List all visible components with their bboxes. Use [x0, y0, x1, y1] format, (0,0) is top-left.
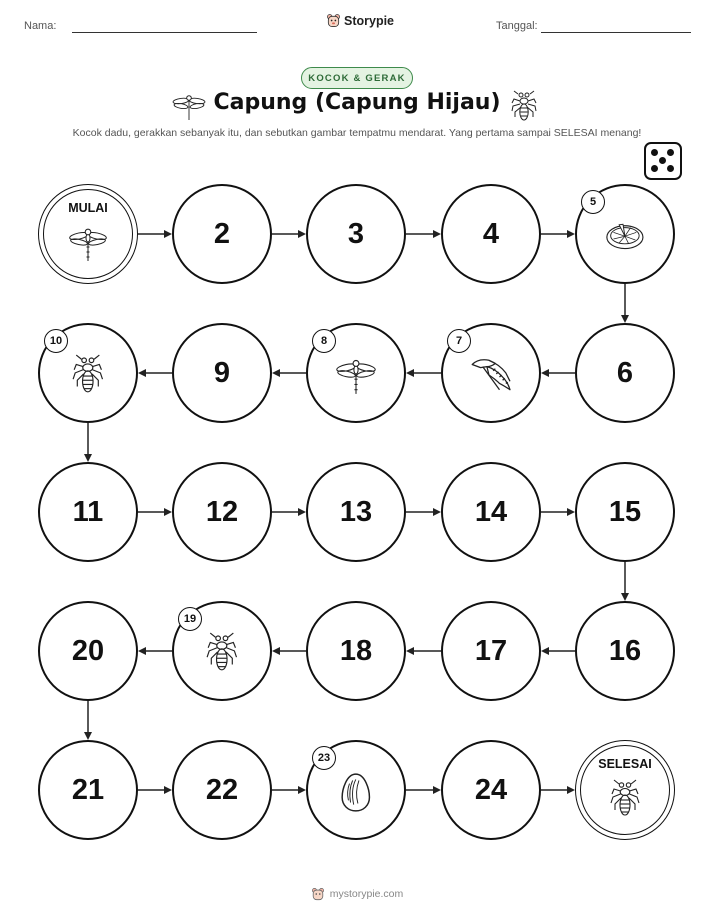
footer — [0, 887, 714, 901]
path-arrow — [272, 369, 306, 377]
board-cell-15 — [575, 462, 675, 562]
cell-number: 20 — [71, 634, 105, 667]
path-arrow — [541, 369, 575, 377]
start-label: MULAI — [68, 201, 108, 215]
cell-picture — [468, 354, 514, 396]
dragonfly-icon — [68, 223, 108, 263]
path-arrow — [541, 230, 575, 238]
board-cell-3 — [306, 184, 406, 284]
board-cell-13 — [306, 462, 406, 562]
path-arrow — [541, 647, 575, 655]
path-arrow — [138, 647, 172, 655]
path-arrow — [541, 508, 575, 516]
board-cell-10 — [38, 323, 138, 423]
cell-picture — [335, 354, 377, 396]
path-arrow — [541, 786, 575, 794]
cell-number-badge: 8 — [312, 329, 336, 353]
activity-tag: KOCOK & GERAK — [301, 67, 413, 89]
path-arrow — [84, 701, 92, 740]
cell-number-badge: 19 — [178, 607, 202, 631]
cell-number: 21 — [71, 773, 105, 806]
path-arrow — [272, 647, 306, 655]
board-cell-20 — [38, 601, 138, 701]
board-cell-2 — [172, 184, 272, 284]
cell-number: 14 — [474, 495, 508, 528]
nymph-icon — [71, 354, 105, 396]
cell-number-badge: 5 — [581, 190, 605, 214]
path-arrow — [138, 230, 172, 238]
path-arrow — [621, 562, 629, 601]
board-cell-24 — [441, 740, 541, 840]
nymph-jaw-icon — [468, 354, 514, 396]
path-arrow — [406, 508, 441, 516]
board-cell-14 — [441, 462, 541, 562]
path-arrow — [272, 230, 306, 238]
board-cell-11 — [38, 462, 138, 562]
cell-picture — [71, 354, 105, 396]
cell-number: 22 — [205, 773, 239, 806]
name-label: Nama: — [24, 20, 57, 32]
cell-number: 4 — [482, 217, 500, 250]
nymph-icon — [609, 779, 641, 819]
footer-site: mystorypie.com — [329, 888, 404, 900]
path-arrow — [272, 786, 306, 794]
path-arrow — [406, 369, 441, 377]
board-cell-6 — [575, 323, 675, 423]
board-cell-4 — [441, 184, 541, 284]
page-title: Capung (Capung Hijau) — [213, 90, 501, 115]
board-cell-5 — [575, 184, 675, 284]
board-cell-12 — [172, 462, 272, 562]
path-arrow — [138, 508, 172, 516]
path-arrow — [406, 230, 441, 238]
cell-number: 13 — [339, 495, 373, 528]
cell-number: 17 — [474, 634, 508, 667]
dragonfly-icon — [335, 354, 377, 396]
cell-number: 24 — [474, 773, 508, 806]
path-arrow — [84, 423, 92, 462]
board-cell-9 — [172, 323, 272, 423]
board-cell-22 — [172, 740, 272, 840]
finish-label: SELESAI — [598, 757, 652, 771]
cell-picture — [609, 779, 641, 819]
cell-number-badge: 7 — [447, 329, 471, 353]
path-arrow — [138, 369, 172, 377]
board-cell-19 — [172, 601, 272, 701]
cell-picture — [339, 771, 373, 813]
path-arrow — [621, 284, 629, 323]
cell-number: 6 — [616, 356, 634, 389]
path-arrow — [138, 786, 172, 794]
cell-picture — [604, 221, 646, 251]
cell-number: 18 — [339, 634, 373, 667]
nymph-icon — [205, 632, 239, 674]
board-cell-21 — [38, 740, 138, 840]
path-arrow — [272, 508, 306, 516]
cell-number: 12 — [205, 495, 239, 528]
start-cell — [38, 184, 138, 284]
cell-number: 2 — [213, 217, 231, 250]
cell-number-badge: 23 — [312, 746, 336, 770]
finish-cell — [575, 740, 675, 840]
board-cell-8 — [306, 323, 406, 423]
cell-number-badge: 10 — [44, 329, 68, 353]
board-cell-17 — [441, 601, 541, 701]
cell-number: 3 — [347, 217, 365, 250]
cell-number: 15 — [608, 495, 642, 528]
board-cell-23 — [306, 740, 406, 840]
cell-picture — [205, 632, 239, 674]
instructions: Kocok dadu, gerakkan sebanyak itu, dan sebutkan gambar tempatmu mendarat. Yang pertama sampai SELESAI menang! — [72, 127, 642, 139]
cell-number: 16 — [608, 634, 642, 667]
path-arrow — [406, 786, 441, 794]
cell-picture — [68, 223, 108, 263]
egg-icon — [339, 771, 373, 813]
bear-logo-icon — [311, 887, 325, 901]
board-cell-16 — [575, 601, 675, 701]
board-cell-7 — [441, 323, 541, 423]
board-cell-18 — [306, 601, 406, 701]
lily-pad-icon — [604, 221, 646, 251]
path-arrow — [406, 647, 441, 655]
brand-name: Storypie — [344, 13, 395, 28]
cell-number: 9 — [213, 356, 231, 389]
cell-number: 11 — [72, 495, 104, 528]
date-label: Tanggal: — [496, 20, 538, 32]
